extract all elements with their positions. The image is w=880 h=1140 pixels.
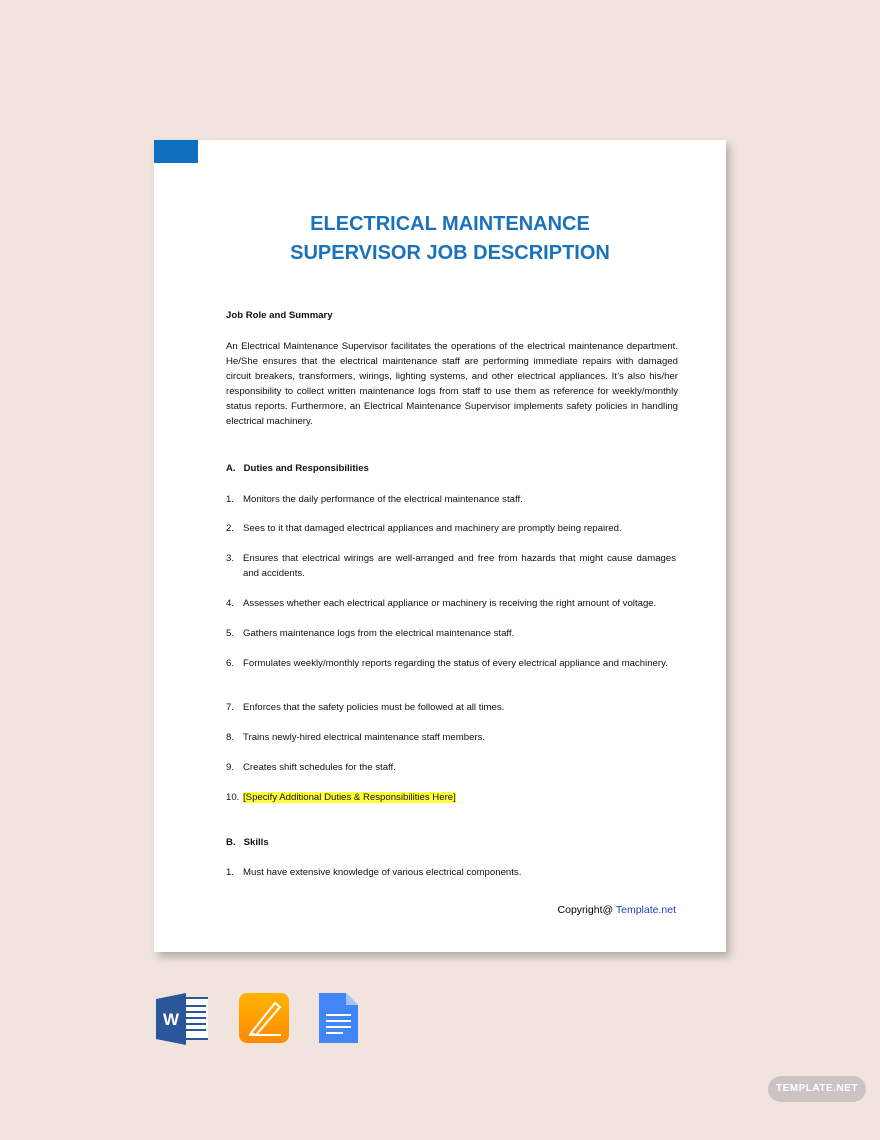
highlighted-placeholder: [Specify Additional Duties & Responsibilities Here] (243, 792, 456, 803)
title-line-2: SUPERVISOR JOB DESCRIPTION (290, 242, 610, 264)
corner-accent (154, 140, 198, 163)
pages-icon[interactable] (239, 993, 291, 1045)
summary-paragraph: An Electrical Maintenance Supervisor facilitates the operations of the electrical maintenance department. He/She ensures that the electrical maintenance staff are performing immediate repairs with damaged circuit breakers, transformers, wirings, lighting systems, and other electrical appliances. It’s also his/her responsibility to collect written maintenance logs from staff to use them as reference for weekly/monthly status reports. Furthermore, an Electrical Maintenance Supervisor implements safety policies in handling electrical machinery. (226, 341, 678, 427)
word-icon[interactable] (156, 993, 208, 1045)
copyright: Copyright@ Template.net (557, 904, 676, 916)
google-docs-icon[interactable] (316, 993, 368, 1045)
template-net-badge[interactable]: TEMPLATE.NET (768, 1076, 866, 1102)
summary-heading: Job Role and Summary (226, 310, 333, 321)
document-page (154, 140, 726, 952)
list-item: 4. Assesses whether each electrical appliance or machinery is receiving the right amount of voltage. (226, 598, 657, 609)
list-item: 6. Formulates weekly/monthly reports regarding the status of every electrical appliance and machinery. (226, 658, 668, 669)
list-item: 7. Enforces that the safety policies must be followed at all times. (226, 702, 505, 713)
list-item: 2. Sees to it that damaged electrical appliances and machinery are promptly being repaired. (226, 523, 622, 534)
template-link[interactable]: Template.net (615, 904, 676, 916)
list-item: 5. Gathers maintenance logs from the electrical maintenance staff. (226, 628, 515, 639)
title-line-1: ELECTRICAL MAINTENANCE (310, 213, 590, 235)
list-item: 3. Ensures that electrical wirings are well-arranged and free from hazards that might cause damages and accidents. (226, 553, 676, 579)
list-item: 8. Trains newly-hired electrical maintenance staff members. (226, 732, 486, 743)
skills-heading: B. Skills (226, 837, 269, 848)
duties-heading: A. Duties and Responsibilities (226, 463, 369, 474)
list-item-placeholder: 10. [Specify Additional Duties & Responsibilities Here] (226, 792, 456, 803)
list-item: 1. Must have extensive knowledge of various electrical components. (226, 867, 522, 878)
list-item: 9. Creates shift schedules for the staff. (226, 762, 396, 773)
document-title (154, 210, 746, 268)
svg-text:W: W (162, 1010, 180, 1029)
list-item: 1. Monitors the daily performance of the electrical maintenance staff. (226, 494, 523, 505)
